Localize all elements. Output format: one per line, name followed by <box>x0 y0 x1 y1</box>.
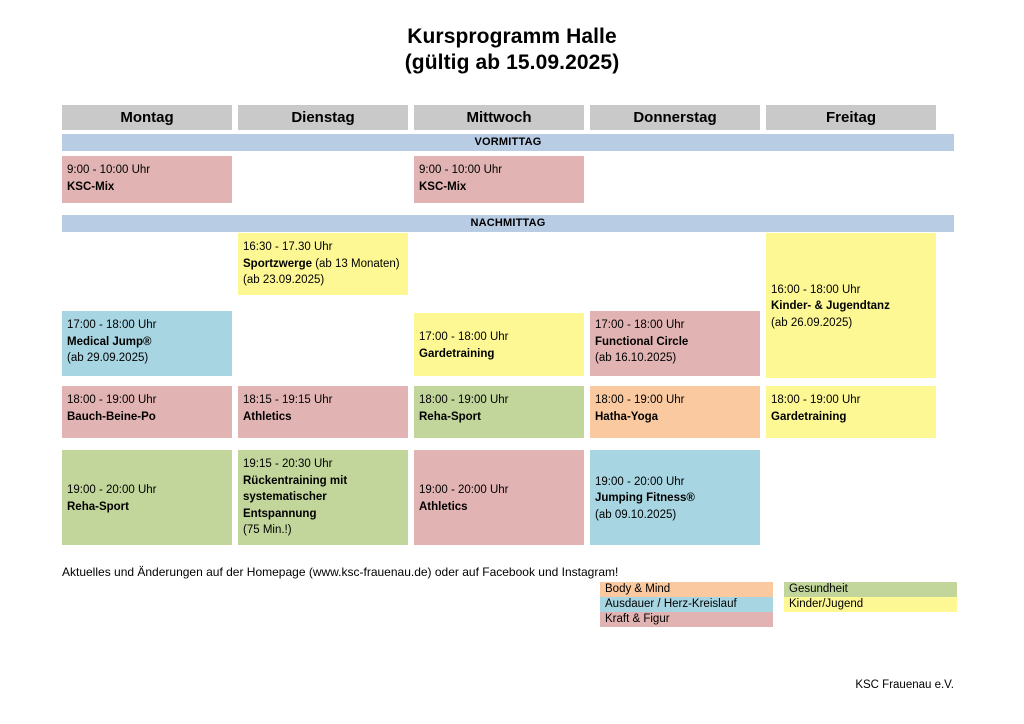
course-time: 18:00 - 19:00 Uhr <box>419 394 509 406</box>
course-name-text: Reha-Sport <box>419 410 481 423</box>
section-band-nachmittag: NACHMITTAG <box>62 215 954 232</box>
homepage-note: Aktuelles und Änderungen auf der Homepage (www.ksc-frauenau.de) oder auf Facebook und Instagram! <box>62 565 619 579</box>
course-note: (ab 23.09.2025) <box>243 274 325 286</box>
course-time: 16:00 - 18:00 Uhr <box>771 283 861 296</box>
course-time: 16:30 - 17.30 Uhr <box>243 241 333 253</box>
course-time: 17:00 - 18:00 Uhr <box>419 331 509 343</box>
course-cell-fr-gardetraining <box>766 386 936 438</box>
course-name-text: Gardetraining <box>419 347 495 360</box>
course-name-text: Sportzwerge <box>243 257 313 270</box>
course-name <box>243 256 403 273</box>
course-name <box>419 409 579 426</box>
day-header-mittwoch: Mittwoch <box>414 105 584 130</box>
course-name <box>595 490 755 507</box>
course-cell-mo-reha-sport <box>62 450 232 545</box>
course-name-text: Rückentraining mit systematischer Entspannung <box>243 474 348 520</box>
legend-column-1 <box>600 582 773 627</box>
course-name-suffix: (ab 13 Monaten) <box>312 257 400 270</box>
course-name-text: Kinder- & Jugendtanz <box>771 300 890 313</box>
legend-item: Ausdauer / Herz-Kreislauf <box>600 597 773 612</box>
course-cell-fr-kinder-jugendtanz <box>766 233 936 378</box>
course-name-text: Bauch-Beine-Po <box>67 410 156 423</box>
course-name <box>771 409 931 426</box>
course-note: (75 Min.!) <box>243 524 292 536</box>
course-cell-do-jumping-fitness <box>590 450 760 545</box>
course-cell-mi-ksc-mix <box>414 156 584 203</box>
course-note: (ab 26.09.2025) <box>771 316 853 329</box>
page-title-line-1: Kursprogramm Halle <box>407 25 617 48</box>
course-cell-di-sportzwerge <box>238 233 408 295</box>
course-time: 9:00 - 10:00 Uhr <box>67 164 151 176</box>
course-cell-do-functional-circle <box>590 311 760 376</box>
course-time: 19:00 - 20:00 Uhr <box>419 484 509 496</box>
page-title-line-2: (gültig ab 15.09.2025) <box>404 51 620 74</box>
course-name-text: Medical Jump® <box>67 335 152 348</box>
legend-item: Body & Mind <box>600 582 773 597</box>
course-time: 9:00 - 10:00 Uhr <box>419 164 503 176</box>
day-header-donnerstag: Donnerstag <box>590 105 760 130</box>
course-name-text: KSC-Mix <box>67 180 115 193</box>
course-cell-mi-reha-sport <box>414 386 584 438</box>
course-note: (ab 16.10.2025) <box>595 352 677 364</box>
legend-column-2 <box>784 582 957 612</box>
course-name <box>67 409 227 426</box>
course-time: 18:00 - 19:00 Uhr <box>595 394 685 406</box>
course-note: (ab 29.09.2025) <box>67 352 149 364</box>
course-name-text: Jumping Fitness® <box>595 492 695 505</box>
course-name <box>67 499 227 516</box>
course-name <box>595 409 755 426</box>
course-time: 17:00 - 18:00 Uhr <box>595 319 685 331</box>
course-time: 18:15 - 19:15 Uhr <box>243 394 333 406</box>
course-time: 18:00 - 19:00 Uhr <box>67 394 157 406</box>
course-name <box>419 499 579 516</box>
legend-item: Kraft & Figur <box>600 612 773 627</box>
course-time: 19:00 - 20:00 Uhr <box>595 475 685 488</box>
course-name <box>243 409 403 426</box>
course-cell-di-rueckentraining <box>238 450 408 545</box>
course-name-text: Functional Circle <box>595 335 689 348</box>
club-signature: KSC Frauenau e.V. <box>855 679 954 691</box>
section-band-vormittag: VORMITTAG <box>62 134 954 151</box>
day-header-montag: Montag <box>62 105 232 130</box>
course-name <box>243 473 403 523</box>
day-header-dienstag: Dienstag <box>238 105 408 130</box>
course-name <box>419 346 579 363</box>
course-name <box>67 334 227 351</box>
course-time: 17:00 - 18:00 Uhr <box>67 319 157 331</box>
schedule-grid <box>62 105 954 560</box>
course-cell-di-athletics <box>238 386 408 438</box>
course-cell-mo-ksc-mix <box>62 156 232 203</box>
page-title <box>0 24 1024 76</box>
course-cell-do-hatha-yoga <box>590 386 760 438</box>
course-name-text: Gardetraining <box>771 410 847 423</box>
course-name <box>595 334 755 351</box>
course-cell-mo-bauch-beine-po <box>62 386 232 438</box>
course-name <box>419 179 579 196</box>
course-name-text: Athletics <box>419 500 468 513</box>
course-cell-mo-medical-jump <box>62 311 232 376</box>
course-name-text: Athletics <box>243 410 292 423</box>
course-name <box>771 298 931 315</box>
day-header-freitag: Freitag <box>766 105 936 130</box>
legend-item: Gesundheit <box>784 582 957 597</box>
course-cell-mi-gardetraining <box>414 313 584 376</box>
course-time: 19:00 - 20:00 Uhr <box>67 484 157 496</box>
course-name-text: Hatha-Yoga <box>595 410 659 423</box>
legend-item: Kinder/Jugend <box>784 597 957 612</box>
course-note: (ab 09.10.2025) <box>595 508 677 521</box>
course-name-text: Reha-Sport <box>67 500 129 513</box>
course-name <box>67 179 227 196</box>
course-time: 19:15 - 20:30 Uhr <box>243 458 333 470</box>
course-cell-mi-athletics <box>414 450 584 545</box>
course-name-text: KSC-Mix <box>419 180 467 193</box>
course-time: 18:00 - 19:00 Uhr <box>771 394 861 406</box>
